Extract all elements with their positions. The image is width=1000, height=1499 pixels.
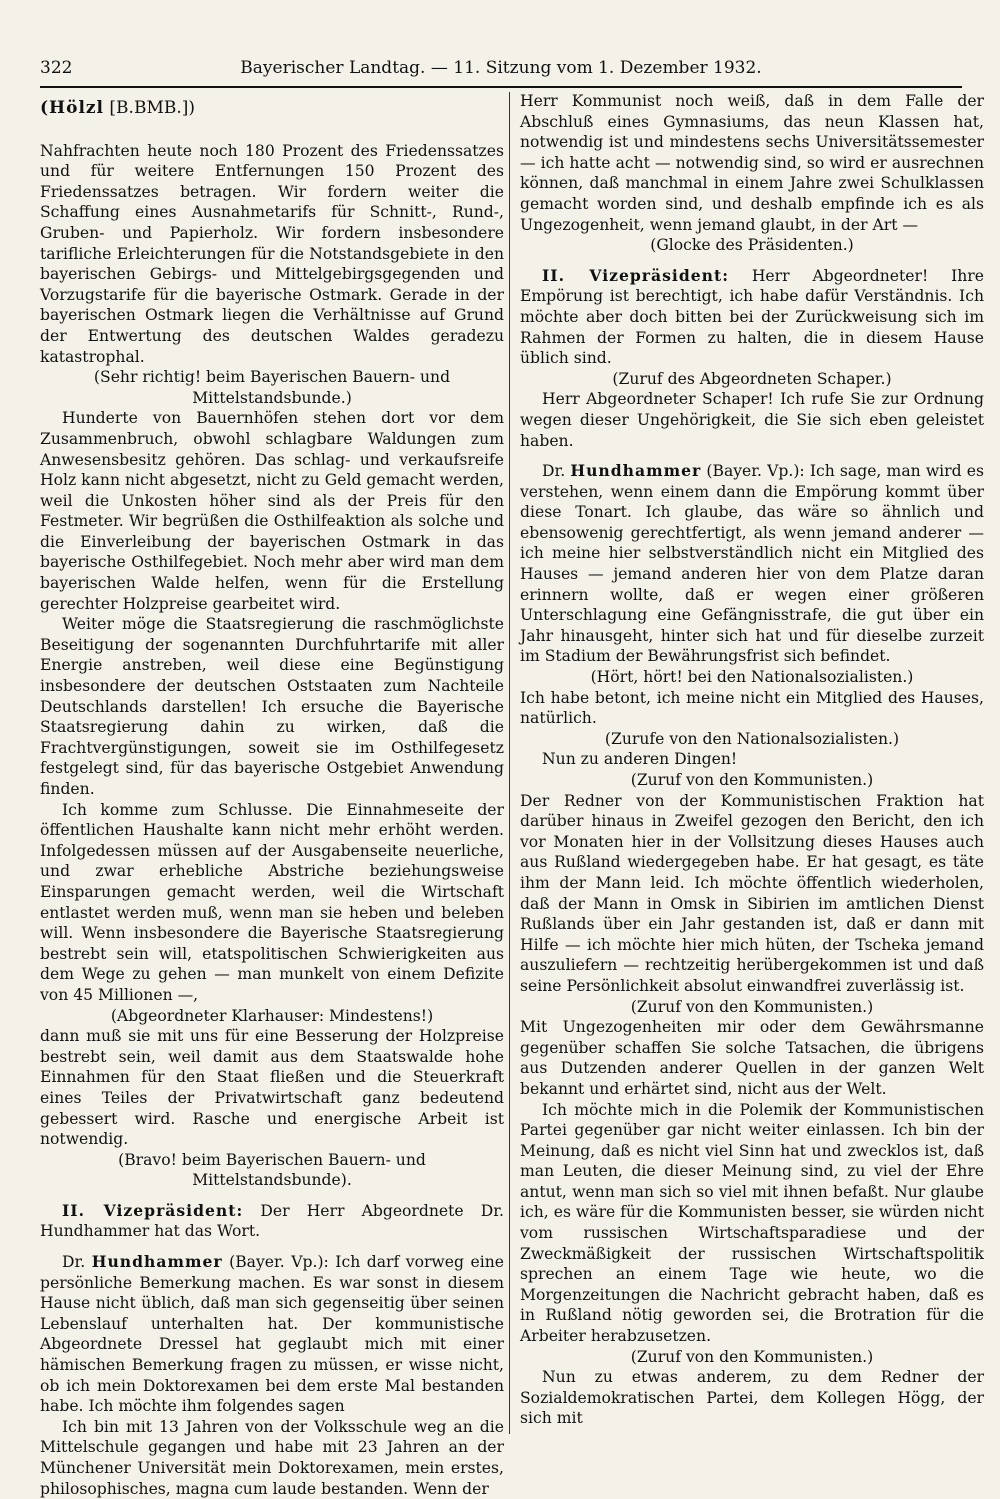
right-column bbox=[520, 91, 984, 1429]
column-divider bbox=[509, 92, 510, 1434]
speaker-text: Ich darf vorweg eine persönliche Bemerkung machen. Es war sonst in diesem Hause nicht üblich, daß man sich gegenseitig über seinen Lebenslauf unterhalten hat. Der kommunistische Abgeordnete Dressel hat geglaubt mich mit einer hämischen Bemerkung fragen zu müssen, er wisse nicht, ob ich mein Doktorexamen bei dem erste Mal bestanden habe. Ich möchte ihm folgendes sagen bbox=[40, 1253, 504, 1416]
page-number: 322 bbox=[40, 58, 73, 78]
spacer bbox=[520, 451, 984, 461]
interjection: (Sehr richtig! beim Bayerischen Bauern- und Mittelstandsbunde.) bbox=[93, 368, 451, 407]
paragraph: Nahfrachten heute noch 180 Prozent des Friedenssatzes und für weitere Entfernungen 150 Prozent des Friedenssatzes betragen. Wir fordern weiter die Schaffung eines Ausnahmetarifs für Schnitt-, Rund-, Gruben- und Papierholz. Wir fordern insbesondere tarifliche Erleichterungen für die Notstandsgebiete in den bayerischen Gebirgs- und Mittelgebirgsgegenden und Vorzugstarife für die bayerische Ostmark. Gerade in der bayerischen Ostmark liegen die Verhältnisse auf Grund der Entwertung des deutschen Waldes geradezu katastrophal. bbox=[40, 141, 504, 366]
speaker-paragraph bbox=[40, 1252, 504, 1417]
paragraph: Ich habe betont, ich meine nicht ein Mitglied des Hauses, natürlich. bbox=[520, 688, 984, 728]
spacer bbox=[40, 1242, 504, 1252]
interjection: (Zurufe von den Nationalsozialisten.) bbox=[604, 729, 900, 748]
interjection: (Abgeordneter Klarhauser: Mindestens!) bbox=[110, 1006, 434, 1025]
speaker-label: Hundhammer bbox=[91, 1252, 223, 1272]
interjection: (Hört, hört! bei den Nationalsozialisten.) bbox=[590, 668, 914, 687]
interjection: (Zuruf von den Kommunisten.) bbox=[630, 771, 874, 789]
speaker-title: Dr. bbox=[542, 462, 571, 481]
page-header bbox=[40, 56, 962, 88]
paragraph: Hunderte von Bauernhöfen stehen dort vor dem Zusammenbruch, obwohl schlagbare Waldungen zum Anwesensbesitz gehören. Das schlag- und verkaufsreife Holz kann nicht abgesetzt, nicht zu Geld gemacht werden, weil die Unkosten höher sind als der Preis für den Festmeter. Wir begrüßen die Osthilfeaktion als solche und die Einverleibung der bayerischen Ostmark in das bayerische Osthilfegebiet. Noch mehr aber wird man dem bayerischen Walde helfen, wenn für die Erstellung gerechter Holzpreise gearbeitet wird. bbox=[40, 409, 504, 613]
speaker-party: (Bayer. Vp.): bbox=[701, 462, 805, 481]
paragraph: Herr Kommunist noch weiß, daß in dem Falle der Abschluß eines Gymnasiums, das neun Klassen hat, notwendig ist und mindestens sechs Universitätssemester — ich hatte acht — notwendig sind, so wird er ausrechnen können, daß manchmal in einem Jahre zwei Schulklassen gemacht worden sind, und deshalb empfinde ich es als Ungezogenheit, wenn jemand glaubt, in der Art — bbox=[520, 92, 984, 234]
speaker-label: II. Vizepräsident: bbox=[62, 1200, 244, 1220]
speaker-paragraph bbox=[520, 461, 984, 667]
interjection: (Zuruf des Abgeordneten Schaper.) bbox=[612, 369, 892, 388]
speaker-text: Ich sage, man wird es verstehen, wenn einem dann die Empörung kommt über diese Tonart. Ich glaube, das wäre so ähnlich und ebensowenig gerechtfertigt, als wenn jemand anderer — ich meine hier selbstverständlich nicht ein Mitglied des Hauses — jemand anderen hier von dem Platze daran erinnern wollte, daß er wegen einer größeren Unterschlagung eine Gefängnisstrafe, die gut über ein Jahr hinausgeht, hinter sich hat und für dieselbe zurzeit im Stadium der Bewährungsfrist sich befindet. bbox=[520, 462, 984, 666]
paragraph: Nun zu etwas anderem, zu dem Redner der Sozialdemokratischen Partei, dem Kollegen Högg, der sich mit bbox=[520, 1368, 984, 1428]
speaker-text: Herr Abgeordneter! Ihre Empörung ist berechtigt, ich habe dafür Verständnis. Ich möchte aber doch bitten bei der Zurückweisung sich im Rahmen der Formen zu halten, die in diesem Hause üblich sind. bbox=[520, 266, 984, 368]
spacer bbox=[520, 256, 984, 266]
speaker-party: (Bayer. Vp.): bbox=[222, 1253, 329, 1272]
paragraph: Ich bin mit 13 Jahren von der Volksschule weg an die Mittelschule gegangen und habe mit 23 Jahren an der Münchener Universität mein Doktorexamen, mein erstes, philosophisches, magna cum laude bestanden. Wenn der bbox=[40, 1417, 504, 1498]
paragraph: Herr Abgeordneter Schaper! Ich rufe Sie zur Ordnung wegen dieser Ungehörigkeit, die Sie sich eben geleistet haben. bbox=[520, 390, 984, 450]
paragraph: dann muß sie mit uns für eine Besserung der Holzpreise bestrebt sein, weil damit aus dem Staatswalde hohe Einnahmen für den Staat fließen und die Steuerkraft eines Teiles der Privatwirtschaft ganz bedeutend gebessert wird. Rasche und energische Arbeit ist notwendig. bbox=[40, 1027, 504, 1149]
running-title: Bayerischer Landtag. — 11. Sitzung vom 1. Dezember 1932. bbox=[240, 58, 762, 78]
paragraph: Weiter möge die Staatsregierung die raschmöglichste Beseitigung der sogenannten Durchfuhrtarife mit aller Energie anstreben, weil diese eine Begünstigung insbesondere der deutschen Oststaaten zum Nachteile Deutschlands darstellen! Ich ersuche die Bayerische Staatsregierung dahin zu wirken, daß die Frachtvergünstigungen, soweit sie im Osthilfegesetz festgelegt sind, für das bayerische Ostgebiet Anwendung finden. bbox=[40, 615, 504, 798]
speaker-label: Hundhammer bbox=[570, 461, 702, 481]
paragraph: Ich komme zum Schlusse. Die Einnahmeseite der öffentlichen Haushalte kann nicht mehr erhöht werden. Infolgedessen müssen auf der Ausgabenseite neuerliche, und zwar erhebliche Abstriche beziehungsweise Einsparungen gemacht werden, weil die Wirtschaft entlastet werden muß, wenn man sie heben und beleben will. Wenn insbesondere die Bayerische Staatsregierung bestrebt sein will, etatspolitischen Schwierigkeiten aus dem Wege zu gehen — man munkelt von einem Defizite von 45 Millionen —, bbox=[40, 800, 504, 1004]
speaker-label: II. Vizepräsident: bbox=[542, 265, 729, 285]
interjection: (Bravo! beim Bayerischen Bauern- und Mittelstandsbunde). bbox=[118, 1150, 426, 1190]
speaker-paragraph bbox=[40, 1201, 504, 1242]
interjection: (Glocke des Präsidenten.) bbox=[650, 236, 854, 255]
speaker-heading bbox=[40, 98, 504, 119]
paragraph: Nun zu anderen Dingen! bbox=[542, 750, 738, 769]
speaker-name: (Hölzl bbox=[40, 98, 105, 118]
speaker-party: [B.BMB.]) bbox=[104, 98, 196, 118]
speaker-title: Dr. bbox=[62, 1253, 92, 1272]
paragraph: Ich möchte mich in die Polemik der Kommunistischen Partei gegenüber gar nicht weiter einlassen. Ich bin der Meinung, daß es nicht viel Sinn hat und zwecklos ist, daß man Leuten, die dieser Meinung sind, zu viel der Ehre antut, wenn man sich so viel mit ihnen befaßt. Nur glaube ich, es wäre für die Kommunisten besser, sie würden nicht vom russischen Wirtschaftsparadiese und der Zweckmäßigkeit der russischen Wirtschaftspolitik sprechen an einem Tage wie heute, wo die Morgenzeitungen die Nachricht gebracht haben, daß es in Rußland nötig geworden sei, die Brotration für die Arbeiter herabzusetzen. bbox=[520, 1100, 984, 1346]
paragraph: Der Redner von der Kommunistischen Fraktion hat darüber hinaus in Zweifel gezogen den Bericht, den ich vor Monaten hier in der Vollsitzung dieses Hauses auch aus Rußland wiedergegeben habe. Er hat gesagt, es täte ihm der Mann leid. Ich möchte öffentlich wiederholen, daß der Mann in Omsk in Sibirien im amtlichen Dienst Rußlands über ein Jahr gestanden ist, daß er dann mit Hilfe — ich möchte hier mich hüten, der Tscheka jemand auszuliefern — rechtzeitig herübergekommen ist und daß seine Persönlichkeit absolut einwandfrei zuverlässig ist. bbox=[520, 791, 984, 995]
interjection: (Zuruf von den Kommunisten.) bbox=[630, 997, 874, 1016]
interjection: (Zuruf von den Kommunisten.) bbox=[630, 1347, 874, 1366]
speaker-paragraph bbox=[520, 266, 984, 369]
paragraph: Mit Ungezogenheiten mir oder dem Gewährsmanne gegenüber schaffen Sie solche Tatsachen, die übrigens aus Dutzenden anderer Quellen in der ganzen Welt bekannt und erhärtet sind, nicht aus der Welt. bbox=[520, 1018, 984, 1098]
left-column bbox=[40, 98, 504, 1499]
speaker-text: Der Herr Abgeordnete Dr. Hundhammer hat das Wort. bbox=[40, 1201, 504, 1241]
spacer bbox=[40, 1191, 504, 1201]
